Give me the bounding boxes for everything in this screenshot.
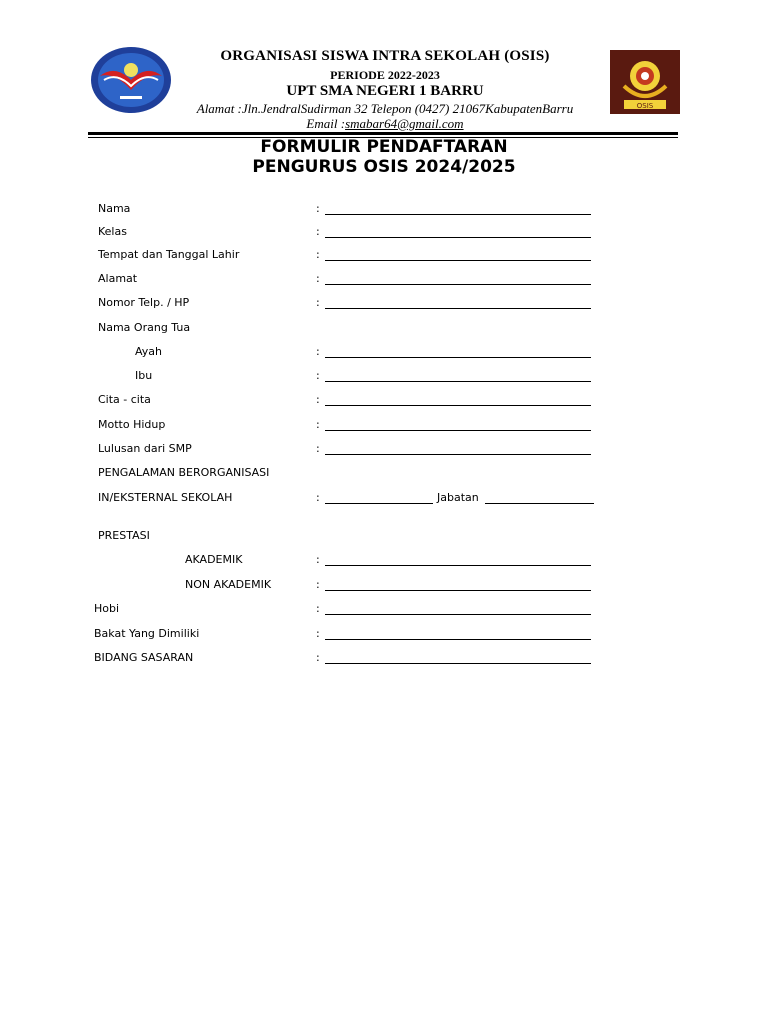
form-title: FORMULIR PENDAFTARAN [260,137,508,157]
colon: : [316,553,320,566]
colon: : [316,248,320,261]
row-ortu [0,321,768,341]
label-kelas: Kelas [98,225,127,238]
field-kelas[interactable] [325,237,591,238]
field-organisasi[interactable] [325,503,433,504]
label-bakat: Bakat Yang Dimiliki [94,627,200,640]
row-hobi [0,602,768,622]
field-cita[interactable] [325,405,591,406]
row-inex [0,491,768,511]
label-inex: IN/EKSTERNAL SEKOLAH [98,491,233,504]
org-name: ORGANISASI SISWA INTRA SEKOLAH (OSIS) [220,48,550,64]
field-hobi[interactable] [325,614,591,615]
field-bidang[interactable] [325,663,591,664]
colon: : [316,369,320,382]
colon: : [316,627,320,640]
row-smp [0,442,768,462]
label-ttl: Tempat dan Tanggal Lahir [98,248,240,261]
colon: : [316,602,320,615]
label-jabatan: Jabatan [437,491,479,504]
colon: : [316,491,320,504]
colon: : [316,578,320,591]
label-telp: Nomor Telp. / HP [98,296,190,309]
colon: : [316,345,320,358]
colon: : [316,651,320,664]
row-alamat [0,272,768,292]
field-smp[interactable] [325,454,591,455]
row-nama [0,202,768,222]
field-bakat[interactable] [325,639,591,640]
email-line [160,116,610,132]
colon: : [316,202,320,215]
row-non-akademik [0,578,768,598]
label-cita: Cita - cita [98,393,151,406]
field-ibu[interactable] [325,381,591,382]
colon: : [316,442,320,455]
label-pengalaman: PENGALAMAN BERORGANISASI [98,466,270,479]
osis-logo-text: OSIS [636,102,654,110]
row-telp [0,296,768,316]
colon: : [316,225,320,238]
row-akademik [0,553,768,573]
row-bidang [0,651,768,671]
field-alamat[interactable] [325,284,591,285]
row-ibu [0,369,768,389]
field-ayah[interactable] [325,357,591,358]
label-motto: Motto Hidup [98,418,166,431]
colon: : [316,296,320,309]
field-ttl[interactable] [325,260,591,261]
colon: : [316,272,320,285]
row-cita [0,393,768,413]
label-hobi: Hobi [94,602,120,615]
field-telp[interactable] [325,308,591,309]
header-rule-thick [88,132,678,135]
row-ayah [0,345,768,365]
email-link[interactable]: smabar64@gmail.com [345,116,464,131]
osis-logo [610,50,680,114]
label-ibu: Ibu [135,369,153,382]
row-prestasi [0,529,768,549]
colon: : [316,418,320,431]
label-non-akademik: NON AKADEMIK [185,578,272,591]
field-motto[interactable] [325,430,591,431]
label-prestasi: PRESTASI [98,529,150,542]
label-ayah: Ayah [135,345,163,358]
period: PERIODE 2022-2023 [330,68,440,82]
label-alamat: Alamat [98,272,138,285]
label-akademik: AKADEMIK [185,553,243,566]
label-nama: Nama [98,202,131,215]
field-nama[interactable] [325,214,591,215]
row-motto [0,418,768,438]
colon: : [316,393,320,406]
form-subtitle: PENGURUS OSIS 2024/2025 [252,157,516,177]
school-name: UPT SMA NEGERI 1 BARRU [286,83,484,99]
row-pengalaman [0,466,768,486]
label-bidang: BIDANG SASARAN [94,651,194,664]
label-smp: Lulusan dari SMP [98,442,192,455]
row-bakat [0,627,768,647]
email-label: Email : [306,116,346,131]
field-non-akademik[interactable] [325,590,591,591]
field-jabatan[interactable] [485,503,594,504]
address: Alamat :Jln.JendralSudirman 32 Telepon (0427) 21067KabupatenBarru [196,101,574,116]
row-ttl [0,248,768,268]
row-kelas [0,225,768,245]
field-akademik[interactable] [325,565,591,566]
label-ortu: Nama Orang Tua [98,321,191,334]
